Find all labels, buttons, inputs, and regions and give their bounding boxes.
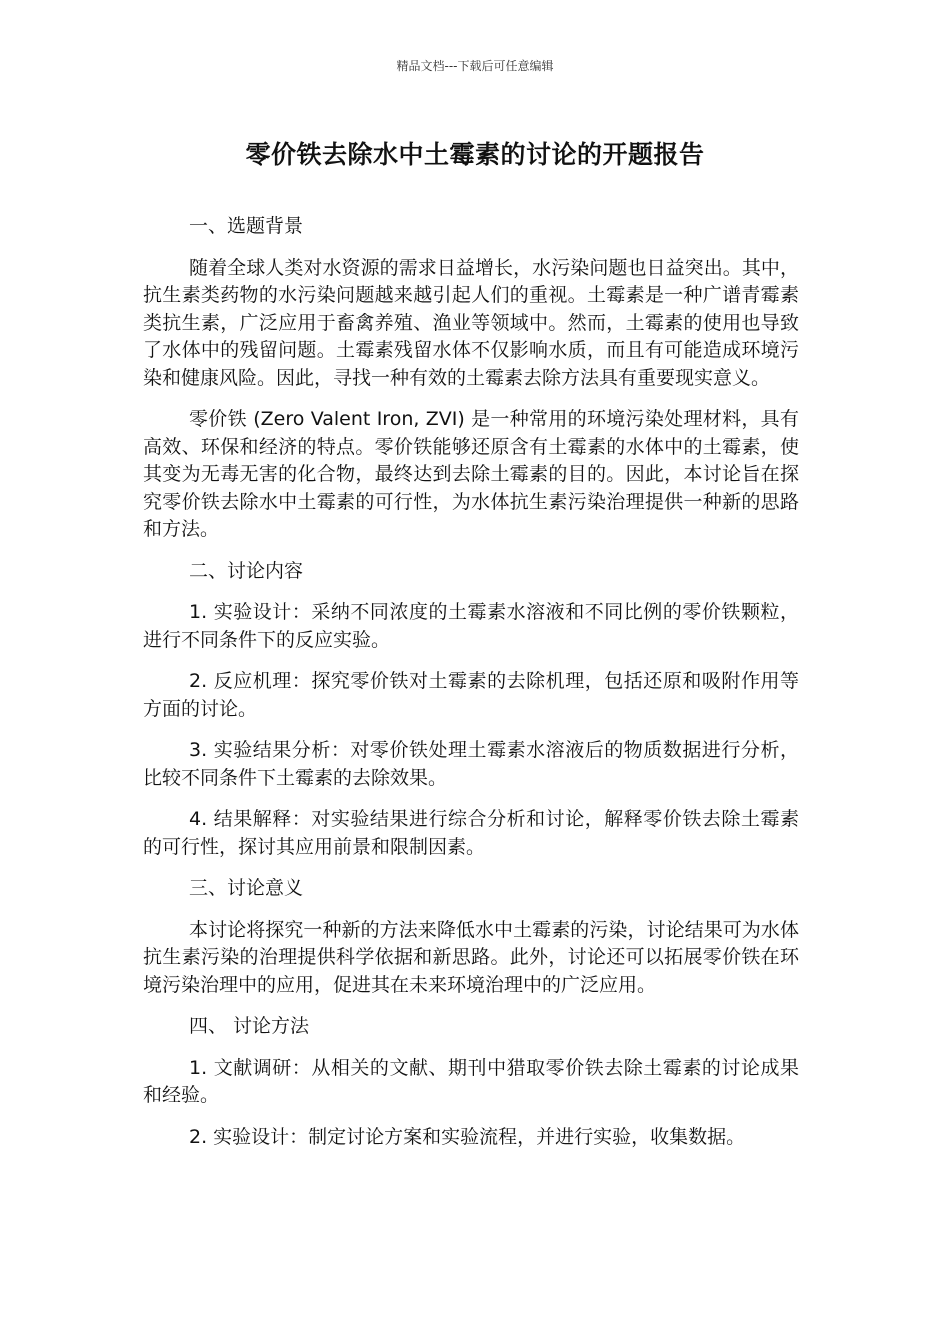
paragraph-background-2: 零价铁 (Zero Valent Iron, ZVI) 是一种常用的环境污染处理材料，具有高效、环保和经济的特点。零价铁能够还原含有土霉素的水体中的土霉素，使其变为无毒无害的化合物，最终达到去除土霉素的目的。因此，本讨论旨在探究零价铁去除水中土霉素的可行性，为水体抗生素污染治理提供一种新的思路和方法。 <box>143 408 799 540</box>
section-heading-methods: 四、 讨论方法 <box>189 1015 310 1037</box>
section-heading-background: 一、选题背景 <box>189 215 304 237</box>
section-heading-content: 二、讨论内容 <box>189 559 304 582</box>
paragraph-background-1: 随着全球人类对水资源的需求日益增长，水污染问题也日益突出。其中，抗生素类药物的水污染问题越来越引起人们的重视。土霉素是一种广谱青霉素类抗生素，广泛应用于畜禽养殖、渔业等领域中。然而，土霉素的使用也导致了水体中的残留问题。土霉素残留水体不仅影响水质，而且有可能造成环境污染和健康风险。因此，寻找一种有效的土霉素去除方法具有重要现实意义。 <box>143 256 799 389</box>
list-item-method-experiment-design: 2. 实验设计：制定讨论方案和实验流程，并进行实验，收集数据。 <box>189 1125 746 1148</box>
document-body <box>143 213 799 1165</box>
list-item-result-interpretation: 4. 结果解释：对实验结果进行综合分析和讨论，解释零价铁去除土霉素的可行性，探讨其应用前景和限制因素。 <box>143 808 799 858</box>
list-item-experiment-design: 1. 实验设计：采纳不同浓度的土霉素水溶液和不同比例的零价铁颗粒，进行不同条件下的反应实验。 <box>143 601 799 651</box>
paragraph-significance: 本讨论将探究一种新的方法来降低水中土霉素的污染，讨论结果可为水体抗生素污染的治理提供科学依据和新思路。此外，讨论还可以拓展零价铁在环境污染治理中的应用，促进其在未来环境治理中的广泛应用。 <box>143 918 799 996</box>
page-header: 精品文档---下载后可任意编辑 <box>396 59 554 73</box>
list-item-literature-review: 1. 文献调研：从相关的文献、期刊中猎取零价铁去除土霉素的讨论成果和经验。 <box>143 1056 799 1106</box>
document-title: 零价铁去除水中土霉素的讨论的开题报告 <box>245 140 705 169</box>
section-heading-significance: 三、讨论意义 <box>189 877 304 899</box>
list-item-result-analysis: 3. 实验结果分析：对零价铁处理土霉素水溶液后的物质数据进行分析，比较不同条件下土霉素的去除效果。 <box>143 739 799 789</box>
list-item-reaction-mechanism: 2. 反应机理：探究零价铁对土霉素的去除机理，包括还原和吸附作用等方面的讨论。 <box>143 670 799 720</box>
